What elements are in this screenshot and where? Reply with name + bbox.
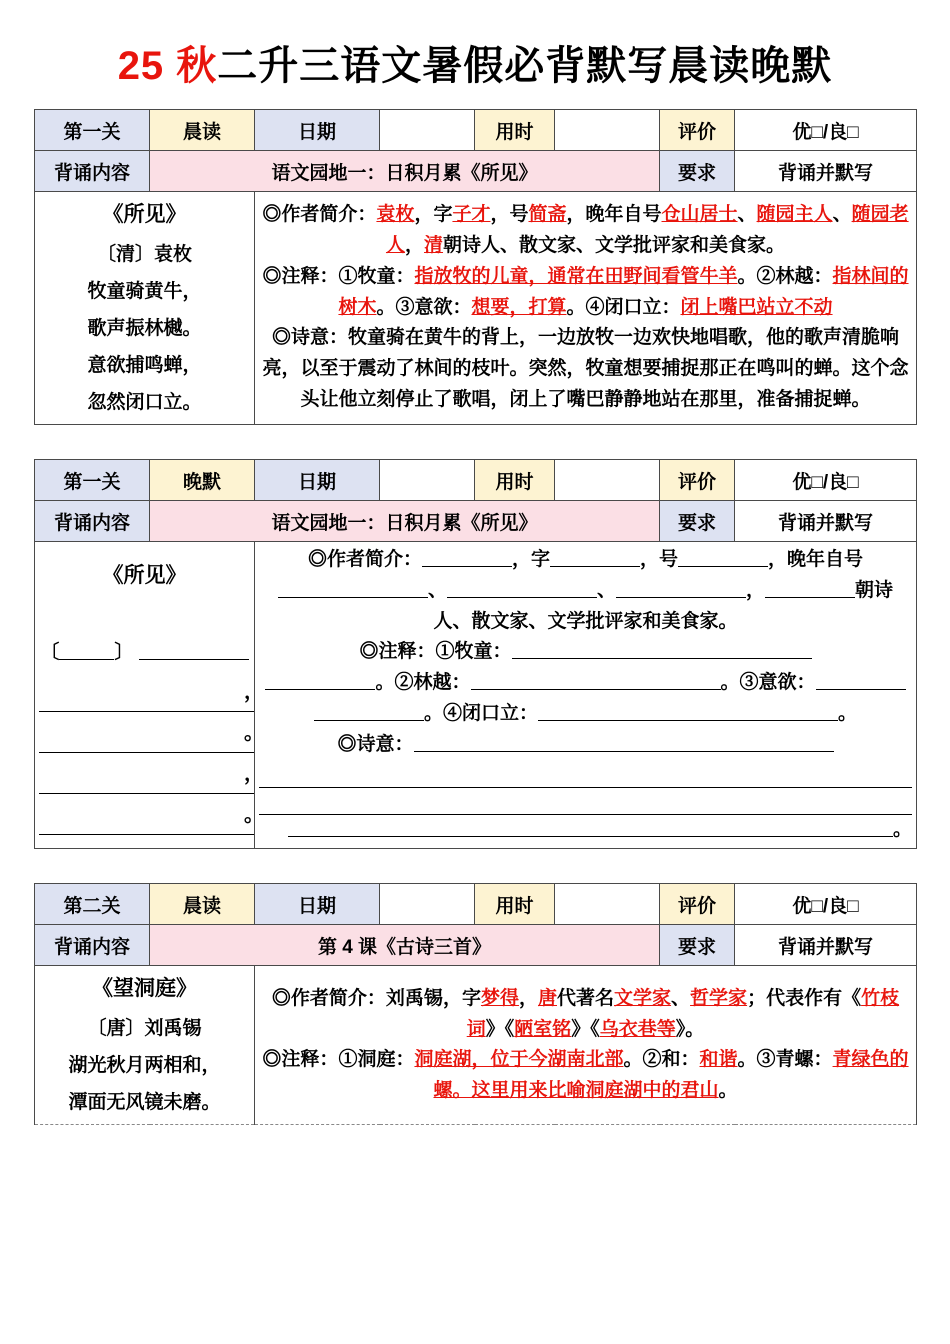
req-label: 要求 (660, 925, 735, 966)
author-text: ，号 (640, 549, 679, 571)
date-value[interactable] (380, 884, 475, 925)
table-row (35, 151, 917, 192)
bracket-right: 〕 (114, 641, 134, 663)
author-alias3: 随园主人 (756, 204, 833, 226)
content-label: 背诵内容 (35, 151, 150, 192)
time-value[interactable] (555, 884, 660, 925)
table-row (35, 501, 917, 542)
author-text: 、 (737, 204, 757, 226)
note-value: 和谐 (699, 1049, 738, 1071)
poem-line: 忽然闭口立。 (87, 392, 202, 414)
date-label: 日期 (255, 460, 380, 501)
note-key: ①牧童： (338, 265, 415, 287)
note-key: ④闭口立： (585, 296, 681, 318)
mode-label: 晨读 (150, 884, 255, 925)
author-courtesy: 梦得 (480, 987, 519, 1009)
work-2: 陋室铭 (514, 1018, 572, 1040)
author-intro (259, 200, 912, 262)
author-label: ◎作者简介： (307, 549, 422, 571)
content-value: 第 4 课《古诗三首》 (150, 925, 660, 966)
note-punct: 。 (720, 672, 740, 694)
note-value: 洞庭湖，位于今湖南北部 (414, 1049, 624, 1071)
author-text: 》《 (485, 1018, 515, 1040)
author-text: 》《 (571, 1018, 600, 1040)
date-label: 日期 (255, 110, 380, 151)
author-alias2: 仓山居士 (661, 204, 738, 226)
note-punct: 。 (737, 1049, 757, 1071)
author-text: 朝诗人、散文家、文学批评家和美食家。 (443, 235, 786, 257)
notes-label: ◎注释： (359, 641, 436, 663)
poem-title: 《望洞庭》 (92, 977, 197, 1001)
poem-line: 意欲捕鸣蝉， (87, 355, 202, 377)
author-text: ， (518, 987, 538, 1009)
time-label: 用时 (475, 884, 555, 925)
note-key: ②林越： (756, 265, 833, 287)
poem-line: 牧童骑黄牛， (87, 280, 202, 302)
eval-value[interactable]: 优□/良□ (735, 460, 917, 501)
author-text: 、 (671, 987, 691, 1009)
answer-line[interactable] (259, 761, 912, 788)
author-text: 》。 (675, 1018, 705, 1040)
eval-label: 评价 (660, 884, 735, 925)
poem-author: 〔唐〕刘禹锡 (87, 1018, 202, 1040)
poem-cell (35, 966, 255, 1125)
date-value[interactable] (380, 460, 475, 501)
author-name: 刘禹锡 (385, 987, 443, 1009)
note-key: ③意欲： (739, 672, 816, 694)
note-punct: 。 (737, 265, 757, 287)
author-text: 代著名 (557, 987, 615, 1009)
meaning-text: 牧童骑在黄牛的背上，一边放牧一边欢快地唱歌，他的歌声清脆响亮，以至于震动了林间的枝叶。突然，牧童想要捕捉那正在鸣叫的蝉。这个念头让他立刻停止了歌唱，闭上了嘴巴静静地站在那里，准备捕捉蝉。 (262, 327, 909, 410)
note-key: ①牧童： (435, 641, 512, 663)
author-text: ，字 (442, 987, 481, 1009)
author-dynasty: 唐 (537, 987, 557, 1009)
page-title-red: 25 秋 (117, 44, 218, 88)
notes-list (259, 262, 912, 324)
table-row (35, 192, 917, 425)
notes-blank-cell[interactable] (255, 542, 917, 849)
note-key: ③青螺： (756, 1049, 833, 1071)
table-row (35, 460, 917, 501)
author-title1: 文学家 (614, 987, 672, 1009)
note-punct: 。 (376, 296, 396, 318)
poem-meaning (259, 323, 912, 415)
time-value[interactable] (555, 110, 660, 151)
note-key: ③意欲： (395, 296, 472, 318)
author-alias4: 随园老人 (385, 204, 909, 257)
note-key: ②和： (642, 1049, 700, 1071)
mode-label: 晚默 (150, 460, 255, 501)
eval-label: 评价 (660, 110, 735, 151)
poem-author: 〔清〕袁枚 (96, 243, 192, 265)
req-label: 要求 (660, 151, 735, 192)
author-text: ，晚年自号 (566, 204, 662, 226)
author-intro-blank[interactable] (259, 545, 912, 637)
notes-cell (255, 192, 917, 425)
page-title-rest: 二升三语文暑假必背默写晨读晚默 (217, 44, 833, 88)
note-value: 想要，打算 (471, 296, 567, 318)
table-row (35, 966, 917, 1125)
answer-line-end[interactable] (259, 815, 912, 846)
table-row (35, 925, 917, 966)
content-label: 背诵内容 (35, 501, 150, 542)
poem-line: 湖光秋月两相和， (68, 1055, 221, 1077)
note-punct: 。 (375, 672, 395, 694)
content-label: 背诵内容 (35, 925, 150, 966)
author-text: 、 (596, 579, 616, 601)
note-punct: 。 (718, 1080, 738, 1102)
notes-label: ◎注释： (262, 265, 339, 287)
time-label: 用时 (475, 460, 555, 501)
stage-label: 第二关 (35, 884, 150, 925)
meaning-end-punct: 。 (892, 818, 912, 840)
note-key: ②林越： (394, 672, 471, 694)
note-value: 闭上嘴巴站立不动 (680, 296, 833, 318)
poem-title: 《所见》 (102, 203, 187, 226)
note-value: 青绿色的螺。这里用来比喻洞庭湖中的君山 (433, 1049, 909, 1102)
date-label: 日期 (255, 884, 380, 925)
content-value: 语文园地一：日积月累《所见》 (150, 151, 660, 192)
stage-label: 第一关 (35, 110, 150, 151)
work-1: 竹枝词 (466, 987, 900, 1040)
note-value: 指放牧的儿童，通常在田野间看管牛羊 (414, 265, 738, 287)
notes-list (259, 1045, 912, 1107)
author-alias: 简斋 (528, 204, 567, 226)
req-value: 背诵并默写 (735, 151, 917, 192)
stage-label: 第一关 (35, 460, 150, 501)
author-name: 袁枚 (376, 204, 415, 226)
table-row (35, 110, 917, 151)
author-label: ◎作者简介： (262, 204, 377, 226)
eval-value[interactable]: 优□/良□ (735, 884, 917, 925)
bracket-left: 〔 (40, 641, 60, 663)
poem-answer-line[interactable]: ， (39, 685, 250, 712)
notes-cell (255, 966, 917, 1125)
author-text: ， (746, 579, 766, 601)
poem-title: 《所见》 (102, 563, 187, 587)
dynasty-blank-line[interactable] (40, 642, 248, 663)
eval-label: 评价 (660, 460, 735, 501)
meaning-label: ◎诗意： (271, 327, 348, 349)
note-punct: 。 (838, 703, 858, 724)
meaning-label: ◎诗意： (337, 733, 414, 755)
author-courtesy: 子才 (452, 204, 491, 226)
poem-line: 潭面无风镜未磨。 (68, 1092, 221, 1114)
answer-line[interactable] (259, 788, 912, 815)
author-text: 朝诗人、散文家、文学批评家和美食家。 (433, 579, 894, 632)
author-text: 、 (832, 204, 852, 226)
poem-answer-line[interactable]: 。 (39, 726, 250, 753)
table-row (35, 884, 917, 925)
note-punct: 。 (623, 1049, 643, 1071)
poem-meaning-blank[interactable] (259, 730, 912, 846)
author-text: ， (404, 235, 424, 257)
author-text: ；代表作有《 (747, 987, 862, 1009)
date-value[interactable] (380, 110, 475, 151)
req-label: 要求 (660, 501, 735, 542)
mode-label: 晨读 (150, 110, 255, 151)
eval-value[interactable]: 优□/良□ (735, 110, 917, 151)
poem-answer-line[interactable]: 。 (39, 808, 250, 835)
author-intro (259, 984, 912, 1046)
author-text: 、 (427, 579, 447, 601)
poem-cell (35, 192, 255, 425)
req-value: 背诵并默写 (735, 925, 917, 966)
poem-answer-line[interactable]: ， (39, 767, 250, 794)
content-value: 语文园地一：日积月累《所见》 (150, 501, 660, 542)
time-label: 用时 (475, 110, 555, 151)
author-label: ◎作者简介： (271, 987, 386, 1009)
author-text: ，晚年自号 (768, 549, 864, 571)
poem-blank-cell[interactable] (35, 542, 264, 849)
table-row (35, 542, 917, 849)
section-2-table (34, 459, 917, 849)
note-key: ④闭口立： (442, 703, 538, 724)
author-text: ，号 (490, 204, 529, 226)
author-title2: 哲学家 (690, 987, 748, 1009)
note-punct: 。 (423, 703, 443, 724)
req-value: 背诵并默写 (735, 501, 917, 542)
time-value[interactable] (555, 460, 660, 501)
author-text: ，字 (414, 204, 453, 226)
work-3: 乌衣巷等 (599, 1018, 676, 1040)
notes-list-blank[interactable] (259, 637, 912, 729)
notes-label: ◎注释： (262, 1049, 339, 1071)
note-key: ①洞庭： (338, 1049, 415, 1071)
author-text: ，字 (511, 549, 550, 571)
author-dynasty: 清 (424, 235, 444, 257)
page-title (34, 34, 916, 91)
section-3-table (34, 883, 917, 1125)
note-punct: 。 (566, 296, 586, 318)
note-value: 指林间的树木 (338, 265, 909, 318)
poem-line: 歌声振林樾。 (87, 318, 202, 340)
section-1-table (34, 109, 917, 425)
